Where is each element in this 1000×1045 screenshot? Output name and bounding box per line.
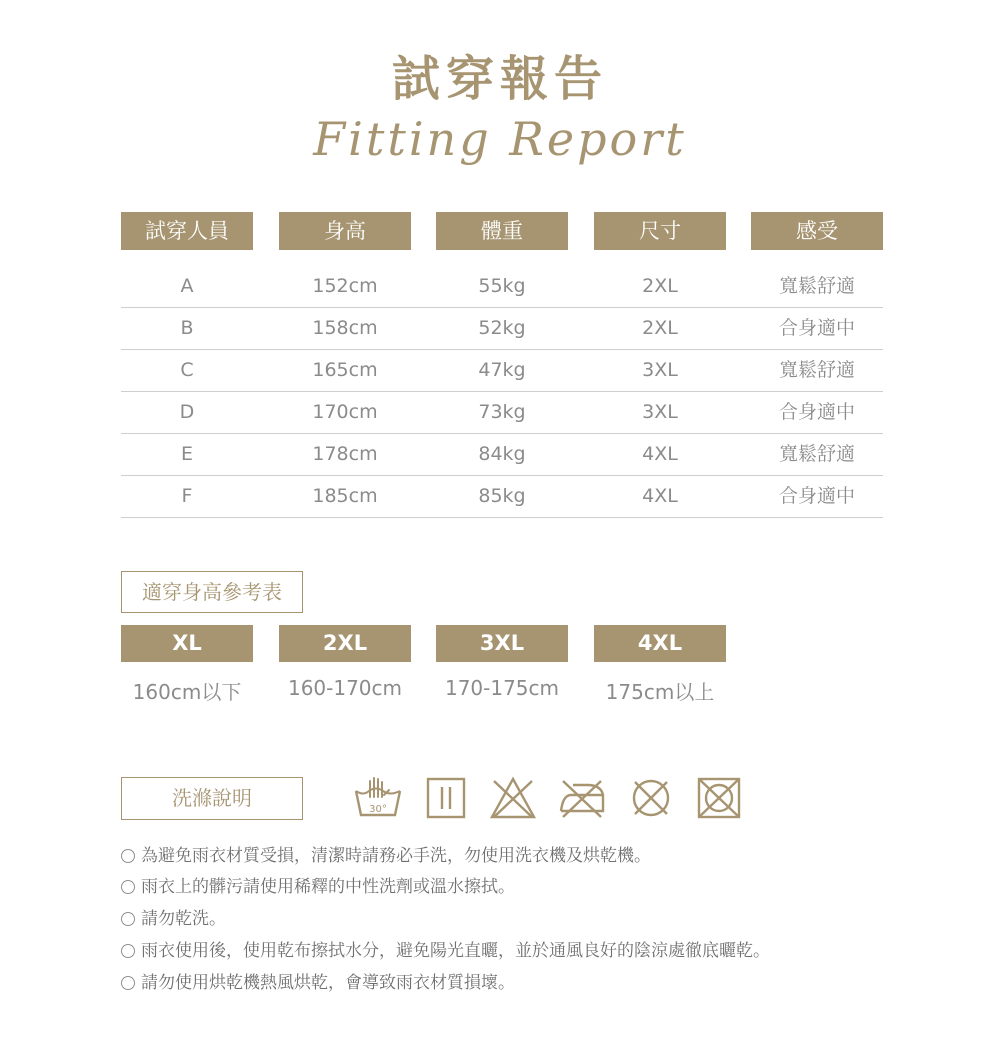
cell-feel: 合身適中 [778, 401, 855, 423]
cell-size: 2XL [642, 275, 678, 297]
care-note [121, 906, 226, 932]
cell-weight: 55kg [478, 275, 526, 297]
cell-feel: 合身適中 [778, 317, 855, 339]
cell-weight: 84kg [478, 443, 526, 465]
size-header-3xl: 3XL [436, 625, 568, 662]
cell-height: 185cm [312, 485, 378, 507]
size-header-xl: XL [121, 625, 253, 662]
cell-height: 165cm [312, 359, 378, 381]
care-note-text: 請勿乾洗。 [141, 909, 226, 929]
care-note-text: 為避免雨衣材質受損，清潔時請務必手洗，勿使用洗衣機及烘乾機。 [141, 846, 651, 866]
cell-feel: 寬鬆舒適 [778, 275, 855, 297]
cell-feel: 合身適中 [778, 485, 855, 507]
cell-tester: A [180, 275, 194, 297]
page-title: 試穿報告 [391, 51, 608, 107]
bullet-icon [121, 976, 135, 990]
page-subtitle: Fitting Report [313, 112, 687, 166]
cell-weight: 73kg [478, 401, 526, 423]
hand-wash-30-icon [353, 775, 403, 821]
table-row [121, 307, 883, 350]
table-row [121, 433, 883, 476]
cell-size: 3XL [642, 401, 678, 423]
table-row [121, 475, 883, 518]
cell-feel: 寬鬆舒適 [778, 443, 855, 465]
cell-size: 4XL [642, 485, 678, 507]
cell-tester: B [180, 317, 194, 339]
cell-tester: E [180, 443, 193, 465]
cell-size: 2XL [642, 317, 678, 339]
size-header-4xl: 4XL [594, 625, 726, 662]
size-header-2xl: 2XL [279, 625, 411, 662]
cell-size: 3XL [642, 359, 678, 381]
cell-height: 170cm [312, 401, 378, 423]
size-height-2xl: 160-170cm [287, 676, 403, 700]
cell-weight: 47kg [478, 359, 526, 381]
table-header-height: 身高 [279, 212, 411, 250]
cell-weight: 85kg [478, 485, 526, 507]
no-bleach-icon [488, 775, 538, 821]
cell-size: 4XL [642, 443, 678, 465]
bullet-icon [121, 944, 135, 958]
washing-label: 洗滌說明 [121, 777, 303, 820]
cell-weight: 52kg [478, 317, 526, 339]
wash-temp-label: 30° [369, 804, 387, 815]
care-note-text: 請勿使用烘乾機熱風烘乾，會導致雨衣材質損壞。 [141, 973, 515, 993]
no-iron-icon [557, 775, 607, 821]
table-header-size: 尺寸 [594, 212, 726, 250]
cell-tester: D [179, 401, 195, 423]
table-header-feel: 感受 [751, 212, 883, 250]
bullet-icon [121, 880, 135, 894]
care-note-text: 雨衣上的髒污請使用稀釋的中性洗劑或溫水擦拭。 [141, 877, 515, 897]
bullet-icon [121, 849, 135, 863]
bullet-icon [121, 912, 135, 926]
cell-height: 178cm [312, 443, 378, 465]
tumble-dry-line-icon [424, 775, 468, 821]
care-note [121, 938, 770, 964]
care-note [121, 970, 515, 996]
cell-tester: F [181, 485, 193, 507]
care-note-text: 雨衣使用後，使用乾布擦拭水分，避免陽光直曬，並於通風良好的陰涼處徹底曬乾。 [141, 941, 770, 961]
table-row [121, 349, 883, 392]
cell-height: 152cm [312, 275, 378, 297]
size-height-3xl: 170-175cm [444, 676, 560, 700]
size-guide-label: 適穿身高參考表 [121, 571, 303, 613]
care-note [121, 843, 651, 869]
cell-feel: 寬鬆舒適 [778, 359, 855, 381]
care-note [121, 874, 515, 900]
table-row [121, 391, 883, 434]
cell-tester: C [180, 359, 194, 381]
table-header-weight: 體重 [436, 212, 568, 250]
no-dry-clean-icon [626, 775, 676, 821]
no-tumble-dry-icon [694, 775, 744, 821]
table-header-tester: 試穿人員 [121, 212, 253, 250]
size-height-4xl: 175cm以上 [605, 680, 715, 704]
size-height-xl: 160cm以下 [132, 680, 242, 704]
cell-height: 158cm [312, 317, 378, 339]
table-row [121, 265, 883, 308]
